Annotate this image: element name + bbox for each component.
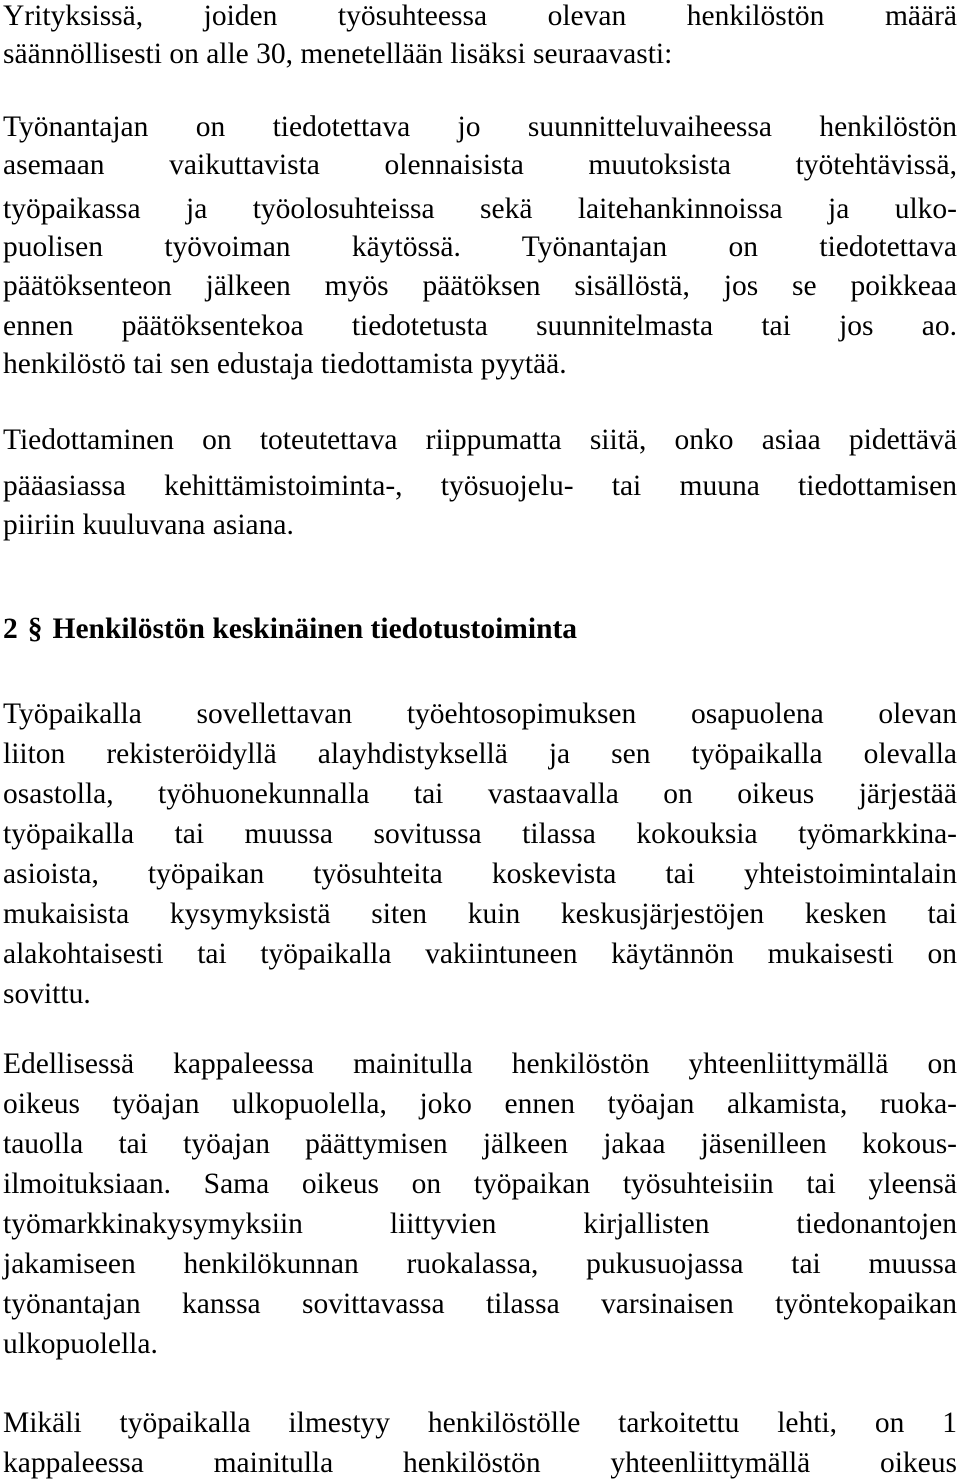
text-line: mukaisista kysymyksistä siten kuin keskusjärjestöjen kesken tai: [3, 898, 957, 930]
text-line: puolisen työvoiman käytössä. Työnantajan on tiedotettava: [3, 231, 957, 263]
text-line: Mikäli työpaikalla ilmestyy henkilöstölle tarkoitettu lehti, on 1: [3, 1407, 957, 1439]
section-heading: [3, 609, 957, 649]
text-line: työpaikassa ja työolosuhteissa sekä laitehankinnoissa ja ulko-: [3, 193, 957, 225]
text-line: henkilöstö tai sen edustaja tiedottamista pyytää.: [3, 348, 567, 380]
text-line: osastolla, työhuonekunnalla tai vastaavalla on oikeus järjestää: [3, 778, 957, 810]
section-number: 2: [3, 613, 18, 645]
text-line: oikeus työajan ulkopuolella, joko ennen työajan alkamista, ruoka-: [3, 1088, 957, 1120]
text-line: pääasiassa kehittämistoiminta-, työsuojelu- tai muuna tiedottamisen: [3, 470, 957, 502]
text-line: jakamiseen henkilökunnan ruokalassa, pukusuojassa tai muussa: [3, 1248, 957, 1280]
section-symbol: §: [27, 613, 43, 645]
section-title: Henkilöstön keskinäinen tiedotustoiminta: [52, 613, 578, 645]
text-line: säännöllisesti on alle 30, menetellään lisäksi seuraavasti:: [3, 38, 673, 70]
text-line: kappaleessa mainitulla henkilöstön yhteenliittymällä oikeus: [3, 1447, 957, 1479]
text-line: Edellisessä kappaleessa mainitulla henkilöstön yhteenliittymällä on: [3, 1048, 957, 1080]
text-line: liiton rekisteröidyllä alayhdistyksellä ja sen työpaikalla olevalla: [3, 738, 957, 770]
text-line: alakohtaisesti tai työpaikalla vakiintuneen käytännön mukaisesti on: [3, 938, 957, 970]
text-line: ilmoituksiaan. Sama oikeus on työpaikan työsuhteisiin tai yleensä: [3, 1168, 957, 1200]
text-line: päätöksenteon jälkeen myös päätöksen sisällöstä, jos se poikkeaa: [3, 270, 957, 302]
text-line: asemaan vaikuttavista olennaisista muutoksista työtehtävissä,: [3, 149, 957, 181]
text-line: asioista, työpaikan työsuhteita koskevista tai yhteistoimintalain: [3, 858, 957, 890]
text-line: sovittu.: [3, 978, 91, 1010]
text-line: työmarkkinakysymyksiin liittyvien kirjallisten tiedonantojen: [3, 1208, 957, 1240]
text-line: tauolla tai työajan päättymisen jälkeen jakaa jäsenilleen kokous-: [3, 1128, 957, 1160]
text-line: Yrityksissä, joiden työsuhteessa olevan henkilöstön määrä: [3, 0, 957, 32]
text-line: piiriin kuuluvana asiana.: [3, 509, 294, 541]
text-line: työpaikalla tai muussa sovitussa tilassa kokouksia työmarkkina-: [3, 818, 957, 850]
text-line: Tiedottaminen on toteutettava riippumatta siitä, onko asiaa pidettävä: [3, 424, 957, 456]
text-line: ennen päätöksentekoa tiedotetusta suunnitelmasta tai jos ao.: [3, 310, 957, 342]
text-line: työnantajan kanssa sovittavassa tilassa varsinaisen työntekopaikan: [3, 1288, 957, 1320]
text-line: Työnantajan on tiedotettava jo suunnitteluvaiheessa henkilöstön: [3, 111, 957, 143]
text-line: Työpaikalla sovellettavan työehtosopimuksen osapuolena olevan: [3, 698, 957, 730]
text-line: ulkopuolella.: [3, 1328, 158, 1360]
